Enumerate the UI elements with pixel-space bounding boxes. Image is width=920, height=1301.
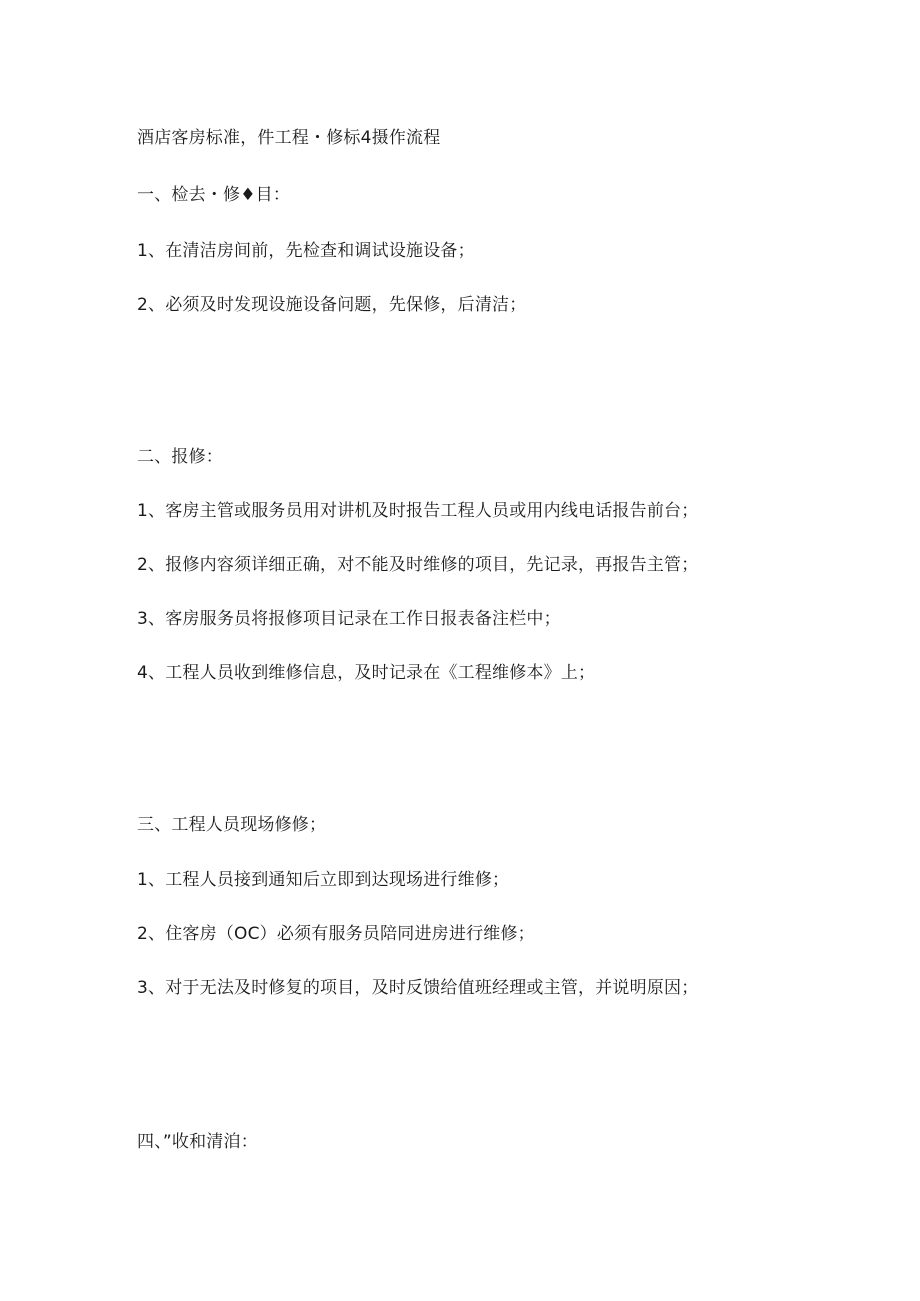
section-heading-2: 二、报修： — [137, 447, 223, 467]
section-heading-4: 四、”收和清洎： — [137, 1132, 258, 1152]
section-heading-1: 一、检去・修♦目： — [137, 185, 291, 205]
section-1-item-1: 1、在清洁房间前，先检查和调试设施设备； — [137, 241, 475, 261]
section-2-item-3: 3、客房服务员将报修项目记录在工作日报表备注栏中； — [137, 609, 561, 629]
section-3-item-1: 1、工程人员接到通知后立即到达现场进行维修； — [137, 870, 510, 890]
section-2-item-4: 4、工程人员收到维修信息，及时记录在《工程维修本》上； — [137, 663, 596, 683]
section-3-item-3: 3、对于无法及时修复的项目，及时反馈给值班经理或主管，并说明原因； — [137, 978, 699, 998]
section-heading-3: 三、工程人员现场修修； — [137, 815, 327, 835]
section-2-item-1: 1、客房主管或服务员用对讲机及时报告工程人员或用内线电话报告前台； — [137, 501, 699, 521]
section-1-item-2: 2、必须及时发现设施设备问题，先保修，后清洁； — [137, 295, 527, 315]
section-2-item-2: 2、报修内容须详细正确，对不能及时维修的项目，先记录，再报告主管； — [137, 555, 699, 575]
section-3-item-2: 2、住客房（OC）必须有服务员陪同进房进行维修； — [137, 924, 535, 944]
document-title: 酒店客房标准，件工程・修标4摄作流程 — [137, 128, 441, 148]
